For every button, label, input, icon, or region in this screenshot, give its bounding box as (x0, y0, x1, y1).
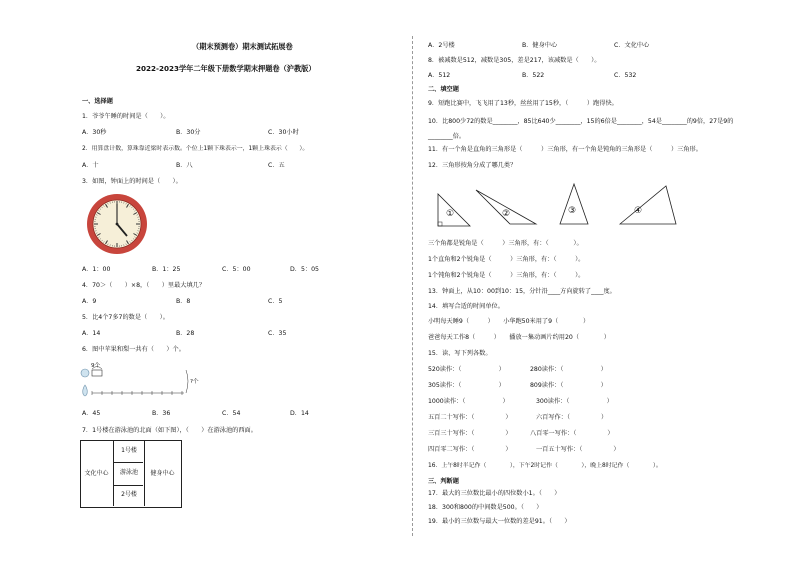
q1-opt-c: C．30小时 (268, 129, 299, 136)
page-title: （期末预测卷）期末测试拓展卷 (192, 42, 293, 51)
q12-line-2: 1个直角和2个锐角是（ ）三角形，有：（ ）。 (428, 256, 585, 263)
page-subtitle: 2022-2023学年二年级下册数学期末押题卷（沪教版） (136, 64, 316, 73)
q1-opt-a: A．30秒 (82, 129, 107, 136)
q15-r3-b: 300读作：（ ） (536, 398, 613, 405)
pear-icon (83, 385, 88, 396)
q18-text: 18．300和800的中间数是500。（ ） (428, 504, 543, 511)
q10-text: 10．比800少72的数是________，85比640少________，15的6倍是________，54是________的9倍，27是9的________倍。 (428, 118, 734, 140)
q2-opt-a: A．十 (82, 162, 99, 169)
q14-line-b: 爸爸每天工作8（ ） 播放一集动画片约用20（ ） (428, 334, 610, 341)
q1-opt-b: B．30分 (176, 129, 201, 136)
q2-text: 2．用算盘计数，算珠靠近梁时表示数。个位上1颗下珠表示一，1颗上珠表示（ ）。 (82, 146, 309, 152)
q6-opt-c: C．54 (222, 410, 241, 417)
q17-text: 17．最大的三位数比最小的四位数小1。（ ） (428, 490, 561, 497)
q12-line-3: 1个钝角和2个锐角是（ ）三角形，有：（ ）。 (428, 272, 585, 279)
q7-cell-left: 文化中心 (84, 470, 109, 477)
triangle-label-2: ② (502, 209, 511, 219)
q6-opt-d: D．14 (290, 410, 309, 417)
q15-r4-b: 六百写作：（ ） (536, 414, 608, 421)
q8-opt-a: A．512 (428, 72, 451, 79)
q12-text: 12．三角形按角分成了哪几类？ (428, 162, 517, 169)
q7-cell-bottom: 2号楼 (121, 491, 137, 498)
section-choice: 一、选择题 (82, 98, 113, 105)
triangle-3 (560, 184, 588, 224)
q7-text: 7．1号楼在游泳池的北面（如下图），（ ）在游泳池的西面。 (82, 427, 257, 434)
q15-text: 15．读、写下列各数。 (428, 350, 492, 357)
q3-text: 3．如图，钟面上的时间是（ ）。 (82, 178, 182, 185)
q4-text: 4．70＞（ ）×8，（ ）里最大填几？ (82, 282, 206, 289)
triangle-label-4: ④ (634, 206, 643, 216)
q6-label-right: ?个 (190, 379, 199, 385)
q4-opt-a: A．9 (82, 298, 97, 305)
q3-opt-d: D．5：05 (290, 266, 319, 273)
column-divider (412, 36, 413, 536)
q2-opt-b: B．八 (176, 162, 193, 169)
triangle-4 (620, 186, 676, 224)
right-angle-mark-1 (438, 222, 442, 226)
q7-opt-a: A．2号楼 (428, 42, 455, 49)
q4-opt-c: C．5 (268, 298, 283, 305)
q15-r6-b: 一百五十写作：（ ） (536, 446, 620, 453)
q15-r2-a: 305读作：（ ） (428, 382, 505, 389)
q4-opt-b: B．8 (176, 298, 191, 305)
q3-opt-c: C．5：00 (222, 266, 251, 273)
q7-cell-right: 健身中心 (150, 470, 175, 477)
q15-r3-a: 1000读作：（ ） (428, 398, 509, 405)
q14-line-a: 小明每天睡9（ ） 小华跑50米用了9（ ） (428, 318, 590, 325)
q15-r2-b: 809读作：（ ） (530, 382, 607, 389)
q9-text: 9．短跑比赛中，飞飞用了13秒，丝丝用了15秒，（ ）跑得快。 (428, 100, 618, 107)
triangle-label-1: ① (446, 209, 455, 219)
clock-figure (86, 193, 148, 255)
q5-text: 5．比4个7多7的数是（ ）。 (82, 314, 169, 321)
q6-opt-b: B．36 (152, 410, 171, 417)
section-judge: 三、判断题 (428, 478, 459, 485)
q8-opt-c: C．532 (614, 72, 637, 79)
q7-cell-top: 1号楼 (121, 447, 137, 454)
q1-text: 1．爷爷午睡的时间是（ ）。 (82, 113, 170, 120)
q8-text: 8．被减数是512，减数是305，差是217，该减数是（ ）。 (428, 57, 601, 64)
q7-opt-c: C．文化中心 (614, 42, 650, 49)
q19-text: 19．最小的三位数与最大一位数的差是91。（ ） (428, 518, 571, 525)
triangles-figure (436, 182, 686, 228)
apple-bar (92, 370, 102, 376)
q2-opt-c: C．五 (268, 162, 285, 169)
q15-r6-a: 四百零二写作：（ ） (428, 446, 512, 453)
q5-opt-a: A．14 (82, 330, 101, 337)
q5-opt-c: C．35 (268, 330, 287, 337)
q11-text: 11．有一个角是直角的三角形是（ ）三角形，有一个角是钝角的三角形是（ ）三角形。 (428, 146, 702, 153)
brace-right (186, 370, 188, 393)
q14-text: 14．填写合适的时间单位。 (428, 303, 504, 310)
q6-label-top: 9个 (91, 363, 101, 369)
q15-r1-a: 520读作：（ ） (428, 366, 505, 373)
q13-text: 13．钟面上，从10：00到10：15，分针沿____方向旋转了____度。 (428, 288, 616, 295)
q7-cell-center: 游泳池 (119, 469, 138, 476)
q3-opt-a: A．1：00 (82, 266, 111, 273)
q7-opt-b: B．健身中心 (522, 42, 558, 49)
section-fill: 二、填空题 (428, 86, 459, 93)
triangle-label-3: ③ (568, 206, 577, 216)
q3-opt-b: B．1：25 (152, 266, 181, 273)
apple-icon (81, 369, 89, 377)
q6-text: 6．图中苹果和梨一共有（ ）个。 (82, 346, 185, 353)
q8-opt-b: B．522 (522, 72, 545, 79)
q12-line-1: 三个角都是锐角是（ ）三角形，有：（ ）。 (428, 240, 583, 247)
q15-r4-a: 五百二十写作：（ ） (428, 414, 512, 421)
q15-r5-a: 三百三十写作：（ ） (428, 430, 512, 437)
clock-center (116, 223, 119, 226)
q5-opt-b: B．28 (176, 330, 195, 337)
q15-r5-b: 八百零一写作：（ ） (530, 430, 614, 437)
q6-opt-a: A．45 (82, 410, 101, 417)
q16-text: 16．上午8时半记作（ ），下午2时记作（ ），晚上8时记作（ ）。 (428, 463, 662, 469)
q15-r1-b: 280读作：（ ） (530, 366, 607, 373)
